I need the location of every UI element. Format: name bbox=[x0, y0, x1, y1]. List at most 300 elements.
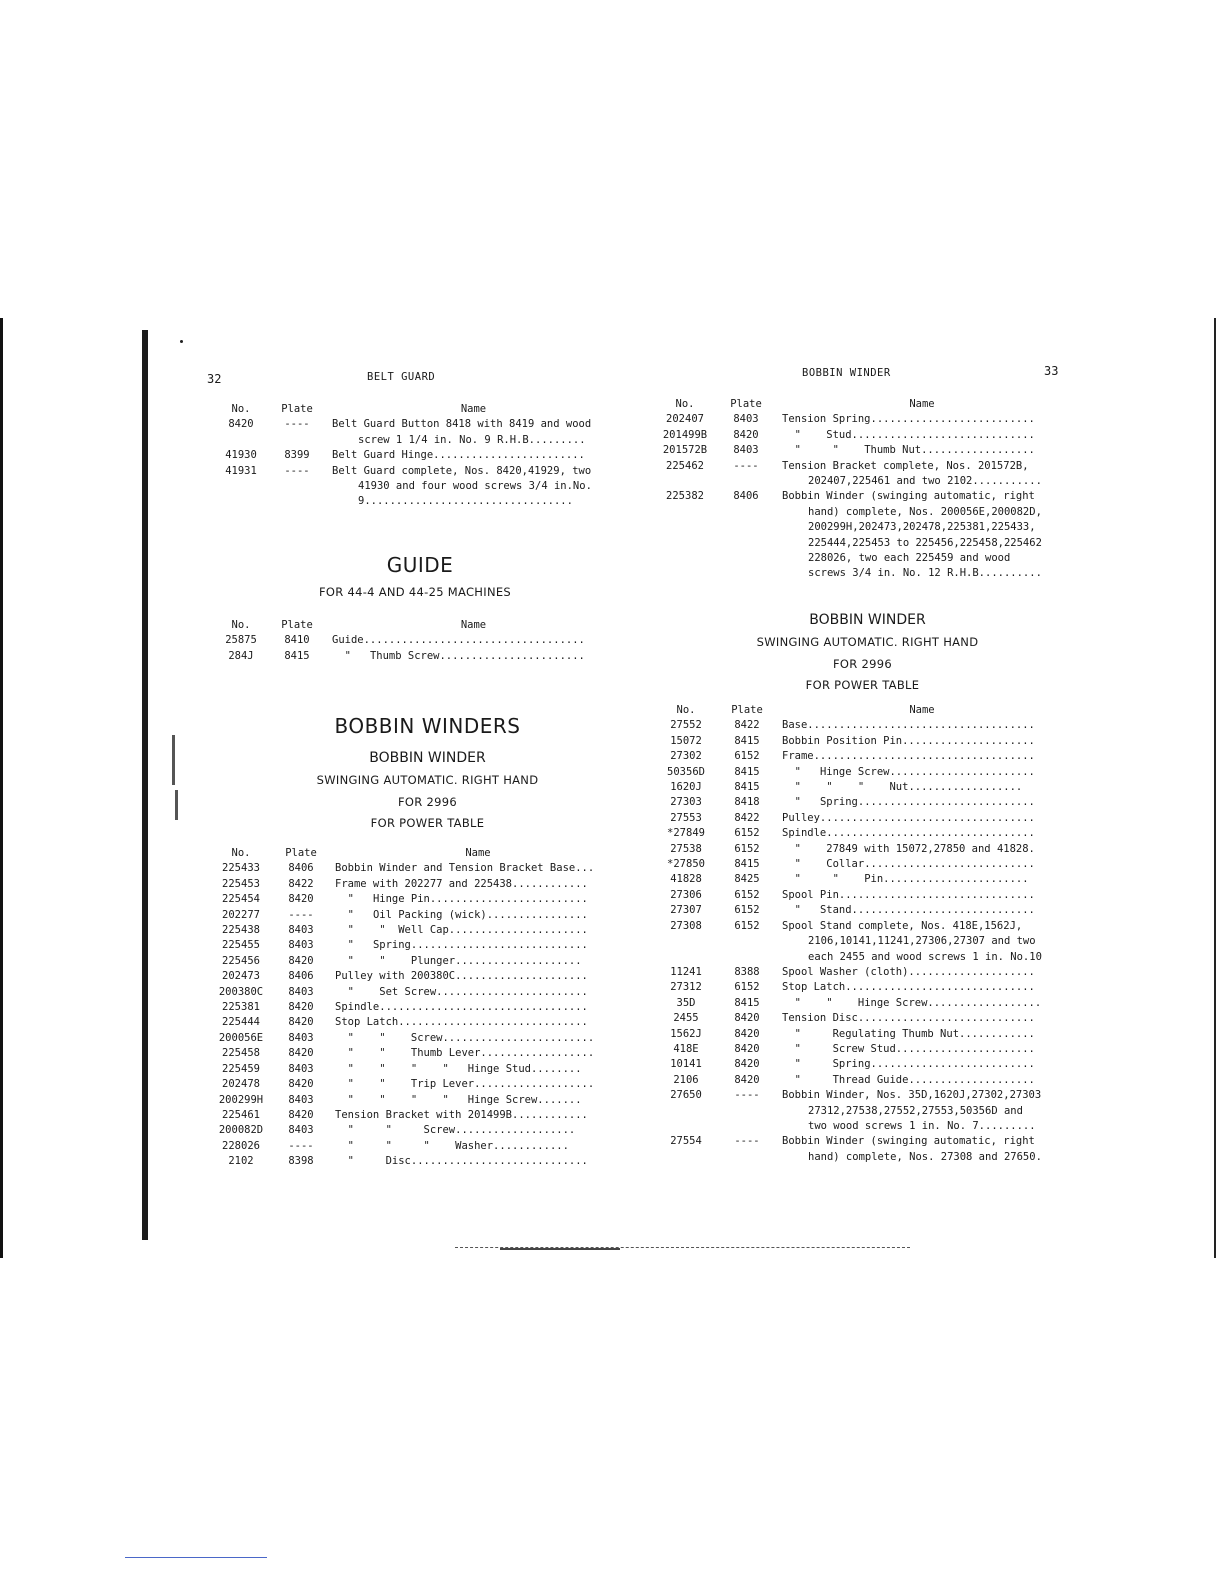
part-name bbox=[335, 938, 621, 953]
part-name bbox=[332, 448, 615, 463]
part-number: 10141 bbox=[670, 1058, 702, 1071]
column-header-name: Name bbox=[465, 847, 491, 859]
part-name-line: each 2455 and wood screws 1 in. No.10 bbox=[808, 950, 1042, 963]
part-name-line: Tension Bracket complete, Nos. 201572B, bbox=[782, 459, 1029, 472]
table-row bbox=[215, 1062, 621, 1077]
part-name bbox=[782, 811, 1062, 826]
column-header-plate: Plate bbox=[285, 847, 317, 859]
part-number: 200380C bbox=[218, 985, 264, 998]
table-row bbox=[220, 417, 615, 448]
table-row bbox=[215, 954, 621, 969]
table-row bbox=[220, 464, 615, 510]
part-name-line: Spool Pin............................... bbox=[782, 888, 1035, 901]
column-header-row bbox=[220, 618, 615, 633]
part-name bbox=[335, 954, 621, 969]
part-number: 225455 bbox=[222, 939, 260, 952]
part-name-line: Belt Guard Hinge........................ bbox=[332, 449, 585, 462]
part-name bbox=[335, 923, 621, 938]
part-name-line: " 27849 with 15072,27850 and 41828. bbox=[782, 842, 1035, 855]
part-number: 284J bbox=[228, 649, 254, 662]
table-row bbox=[660, 1088, 1062, 1134]
part-name-line: Tension Spring.......................... bbox=[782, 413, 1035, 426]
part-number: 27306 bbox=[670, 888, 702, 901]
part-name bbox=[782, 459, 1062, 490]
table-row bbox=[660, 965, 1062, 980]
plate-number: ---- bbox=[288, 908, 314, 921]
table-row bbox=[660, 765, 1062, 780]
table-row bbox=[215, 892, 621, 907]
plate-number: 8415 bbox=[734, 765, 760, 778]
table-row bbox=[660, 903, 1062, 918]
table-row bbox=[215, 1031, 621, 1046]
part-name bbox=[335, 1000, 621, 1015]
plate-number: 8403 bbox=[733, 413, 759, 426]
plate-number: ---- bbox=[733, 459, 759, 472]
table-row bbox=[660, 1057, 1062, 1072]
part-name-line: " Spring............................ bbox=[782, 796, 1035, 809]
plate-number: 8420 bbox=[288, 1001, 314, 1014]
table-row bbox=[215, 969, 621, 984]
plate-number: 8388 bbox=[734, 965, 760, 978]
part-name bbox=[782, 842, 1062, 857]
table-row bbox=[660, 780, 1062, 795]
plate-number: 8420 bbox=[288, 1047, 314, 1060]
part-name-line: Belt Guard complete, Nos. 8420,41929, two bbox=[332, 464, 592, 477]
part-number: *27849 bbox=[667, 827, 705, 840]
table-row bbox=[215, 877, 621, 892]
part-number: 225462 bbox=[666, 459, 704, 472]
part-number: 225454 bbox=[222, 893, 260, 906]
part-name-line: " Stand............................. bbox=[782, 904, 1035, 917]
table-row bbox=[660, 1042, 1062, 1057]
plate-number: ---- bbox=[284, 418, 310, 431]
part-name-line: Pulley.................................. bbox=[782, 811, 1035, 824]
table-row bbox=[215, 1139, 621, 1154]
part-name-line: " " Plunger.................... bbox=[335, 954, 582, 967]
table-row bbox=[660, 443, 1062, 458]
part-number: 27302 bbox=[670, 750, 702, 763]
part-name-line: 27312,27538,27552,27553,50356D and bbox=[808, 1104, 1023, 1117]
binding-shadow bbox=[142, 330, 148, 1240]
plate-number: 8420 bbox=[288, 1078, 314, 1091]
plate-number: 6152 bbox=[734, 888, 760, 901]
part-number: 27308 bbox=[670, 919, 702, 932]
part-number: 225382 bbox=[666, 490, 704, 503]
part-name bbox=[335, 969, 621, 984]
table-row bbox=[215, 938, 621, 953]
table-row bbox=[660, 980, 1062, 995]
page-number-right: 33 bbox=[1044, 364, 1059, 378]
section-title-bobbin-winder: BOBBIN WINDER bbox=[369, 750, 486, 766]
part-name-line: " Stud............................. bbox=[782, 428, 1035, 441]
table-row bbox=[660, 734, 1062, 749]
section-subtitle-power-table: FOR POWER TABLE bbox=[370, 816, 485, 830]
part-name-line: two wood screws 1 in. No. 7......... bbox=[808, 1119, 1036, 1132]
part-number: 1562J bbox=[670, 1027, 702, 1040]
part-name-line: 2106,10141,11241,27306,27307 and two bbox=[808, 935, 1036, 948]
column-header-no: No. bbox=[231, 619, 251, 631]
part-name-line: Bobbin Winder (swinging automatic, right bbox=[782, 1135, 1035, 1148]
table-row bbox=[220, 448, 615, 463]
plate-number: 8403 bbox=[288, 1031, 314, 1044]
part-number: 200082D bbox=[218, 1124, 264, 1137]
part-name bbox=[782, 412, 1062, 427]
part-number: 202277 bbox=[222, 908, 260, 921]
part-name-line: " Regulating Thumb Nut............ bbox=[782, 1027, 1035, 1040]
plate-number: 8403 bbox=[288, 1062, 314, 1075]
part-name-line: " " Pin....................... bbox=[782, 873, 1029, 886]
plate-number: 8420 bbox=[734, 1058, 760, 1071]
part-name bbox=[782, 428, 1062, 443]
part-name bbox=[782, 1011, 1062, 1026]
part-name bbox=[335, 1031, 621, 1046]
part-name bbox=[782, 1073, 1062, 1088]
part-name bbox=[332, 649, 615, 664]
part-name bbox=[782, 1057, 1062, 1072]
part-name-line: " " Thumb Lever.................. bbox=[335, 1047, 595, 1060]
scan-edge bbox=[0, 318, 3, 1258]
part-number: 27553 bbox=[670, 811, 702, 824]
plate-number: ---- bbox=[288, 1139, 314, 1152]
part-name bbox=[335, 1015, 621, 1030]
part-name-line: " Hinge Pin......................... bbox=[335, 893, 588, 906]
column-header-name: Name bbox=[909, 704, 935, 716]
part-name bbox=[782, 1027, 1062, 1042]
part-name-line: Frame with 202277 and 225438............ bbox=[335, 877, 588, 890]
column-header-name: Name bbox=[460, 619, 487, 631]
part-number: 225381 bbox=[222, 1001, 260, 1014]
column-header-name: Name bbox=[909, 398, 935, 410]
running-head-right: BOBBIN WINDER bbox=[802, 367, 891, 379]
part-name-line: Belt Guard Button 8418 with 8419 and wood bbox=[332, 418, 592, 431]
part-name bbox=[332, 464, 615, 510]
part-name bbox=[782, 1042, 1062, 1057]
plate-number: 6152 bbox=[734, 827, 760, 840]
table-row bbox=[215, 1123, 621, 1138]
table-row bbox=[660, 428, 1062, 443]
plate-number: 8406 bbox=[288, 970, 314, 983]
part-name-line: " Collar........................... bbox=[782, 858, 1035, 871]
plate-number: 8406 bbox=[288, 862, 314, 875]
part-name bbox=[332, 633, 615, 648]
part-name-line: 9................................. bbox=[358, 495, 573, 508]
plate-number: 8410 bbox=[284, 634, 310, 647]
part-name-line: " " Screw........................ bbox=[335, 1031, 595, 1044]
part-name bbox=[335, 1108, 621, 1123]
part-number: 27552 bbox=[670, 719, 702, 732]
table-row bbox=[660, 842, 1062, 857]
part-name-line: Pulley with 200380C..................... bbox=[335, 970, 588, 983]
section-subtitle-power-table-right: FOR POWER TABLE bbox=[805, 678, 920, 692]
part-name bbox=[782, 489, 1062, 581]
part-name bbox=[335, 908, 621, 923]
part-name bbox=[335, 985, 621, 1000]
part-name bbox=[782, 888, 1062, 903]
plate-number: 8420 bbox=[734, 1073, 760, 1086]
plate-number: ---- bbox=[284, 464, 310, 477]
part-number: 15072 bbox=[670, 734, 702, 747]
part-number: 8420 bbox=[228, 418, 254, 431]
plate-number: 8420 bbox=[733, 428, 759, 441]
part-number: 201499B bbox=[662, 428, 708, 441]
part-name-line: " " Well Cap...................... bbox=[335, 924, 588, 937]
part-name-line: Tension Bracket with 201499B............ bbox=[335, 1108, 588, 1121]
table-row bbox=[215, 1077, 621, 1092]
part-name-line: " " " " Hinge Screw....... bbox=[335, 1093, 582, 1106]
part-name-line: " " Thumb Nut.................. bbox=[782, 444, 1035, 457]
plate-number: 8420 bbox=[734, 1027, 760, 1040]
plate-number: 8415 bbox=[734, 781, 760, 794]
part-name-line: screw 1 1/4 in. No. 9 R.H.B......... bbox=[358, 433, 586, 446]
part-name-line: 41930 and four wood screws 3/4 in.No. bbox=[358, 480, 592, 493]
column-header-no: No. bbox=[231, 847, 251, 859]
part-name bbox=[335, 1077, 621, 1092]
part-number: 202478 bbox=[222, 1078, 260, 1091]
part-number: 225453 bbox=[222, 877, 260, 890]
part-name-line: Spindle................................. bbox=[782, 827, 1035, 840]
scan-edge bbox=[500, 1248, 620, 1250]
table-row bbox=[660, 811, 1062, 826]
table-row bbox=[215, 1093, 621, 1108]
part-name bbox=[335, 1046, 621, 1061]
column-header-name: Name bbox=[460, 403, 487, 415]
part-name-line: Spool Washer (cloth).................... bbox=[782, 965, 1035, 978]
part-name bbox=[332, 417, 615, 448]
part-name-line: " Thread Guide.................... bbox=[782, 1073, 1035, 1086]
part-name bbox=[782, 903, 1062, 918]
column-header-row bbox=[660, 397, 1062, 412]
plate-number: 6152 bbox=[734, 904, 760, 917]
plate-number: 8403 bbox=[733, 444, 759, 457]
part-name bbox=[782, 1088, 1062, 1134]
plate-number: 6152 bbox=[734, 842, 760, 855]
part-number: 41828 bbox=[670, 873, 702, 886]
section-subtitle-swinging-right: SWINGING AUTOMATIC. RIGHT HAND bbox=[756, 635, 979, 649]
part-name-line: 228026, two each 225459 and wood bbox=[808, 552, 1011, 565]
part-name bbox=[782, 965, 1062, 980]
plate-number: 8403 bbox=[288, 1124, 314, 1137]
plate-number: 8403 bbox=[288, 939, 314, 952]
part-name-line: Stop Latch.............................. bbox=[782, 981, 1035, 994]
plate-number: 8415 bbox=[734, 858, 760, 871]
column-header-plate: Plate bbox=[281, 619, 313, 631]
part-name-line: 202407,225461 and two 2102........... bbox=[808, 475, 1042, 488]
table-row bbox=[660, 919, 1062, 965]
part-name-line: Spool Stand complete, Nos. 418E,1562J, bbox=[782, 919, 1023, 932]
column-header-plate: Plate bbox=[281, 403, 313, 415]
table-row bbox=[660, 718, 1062, 733]
section-subtitle-for-model: FOR 2996 bbox=[398, 795, 457, 809]
part-number: 27650 bbox=[670, 1089, 702, 1102]
part-name bbox=[335, 1062, 621, 1077]
part-number: 202473 bbox=[222, 970, 260, 983]
section-title-bobbin-winder-right: BOBBIN WINDER bbox=[809, 612, 926, 628]
part-name-line: Frame................................... bbox=[782, 750, 1035, 763]
part-number: 225459 bbox=[222, 1062, 260, 1075]
plate-number: 8398 bbox=[288, 1155, 314, 1168]
column-header-no: No. bbox=[675, 398, 695, 410]
part-number: 225461 bbox=[222, 1108, 260, 1121]
plate-number: 8415 bbox=[734, 996, 760, 1009]
part-number: 202407 bbox=[666, 413, 704, 426]
part-number: 50356D bbox=[667, 765, 705, 778]
part-number: 225433 bbox=[222, 862, 260, 875]
section-subtitle-guide: FOR 44-4 AND 44-25 MACHINES bbox=[318, 585, 512, 599]
part-name bbox=[782, 919, 1062, 965]
part-name-line: hand) complete, Nos. 200056E,200082D, bbox=[808, 505, 1042, 518]
table-row bbox=[215, 1108, 621, 1123]
table-row bbox=[660, 826, 1062, 841]
column-header-no: No. bbox=[676, 704, 696, 716]
part-name bbox=[782, 749, 1062, 764]
part-name-line: Spindle................................. bbox=[335, 1001, 588, 1014]
part-name-line: " " " " Hinge Stud........ bbox=[335, 1062, 582, 1075]
plate-number: 8425 bbox=[734, 873, 760, 886]
part-name bbox=[782, 857, 1062, 872]
part-number: 201572B bbox=[662, 444, 708, 457]
bobbin-winder-parts-table bbox=[215, 846, 621, 1170]
part-name bbox=[335, 1123, 621, 1138]
section-title-guide: GUIDE bbox=[386, 553, 454, 577]
part-number: 418E bbox=[673, 1042, 699, 1055]
part-number: 27312 bbox=[670, 981, 702, 994]
part-number: 27307 bbox=[670, 904, 702, 917]
part-name bbox=[782, 765, 1062, 780]
column-header-row bbox=[660, 703, 1062, 718]
table-row bbox=[220, 633, 615, 648]
column-header-no: No. bbox=[231, 403, 251, 415]
part-name bbox=[782, 980, 1062, 995]
table-row bbox=[660, 996, 1062, 1011]
plate-number: ---- bbox=[734, 1089, 760, 1102]
column-header-row bbox=[220, 402, 615, 417]
part-number: 35D bbox=[676, 996, 696, 1009]
part-name-line: Tension Disc............................ bbox=[782, 1012, 1035, 1025]
part-name-line: 200299H,202473,202478,225381,225433, bbox=[808, 521, 1036, 534]
page-number-left: 32 bbox=[207, 372, 222, 386]
part-name-line: " Oil Packing (wick)................ bbox=[335, 908, 588, 921]
plate-number: 8403 bbox=[288, 985, 314, 998]
plate-number: 8420 bbox=[734, 1012, 760, 1025]
plate-number: 6152 bbox=[734, 750, 760, 763]
plate-number: 8420 bbox=[288, 1108, 314, 1121]
table-row bbox=[660, 749, 1062, 764]
part-name bbox=[782, 734, 1062, 749]
part-number: 225456 bbox=[222, 954, 260, 967]
part-name bbox=[335, 1093, 621, 1108]
part-number: 1620J bbox=[670, 781, 702, 794]
part-number: 11241 bbox=[670, 965, 702, 978]
plate-number: 8420 bbox=[734, 1042, 760, 1055]
plate-number: 8415 bbox=[734, 734, 760, 747]
part-name-line: Bobbin Winder, Nos. 35D,1620J,27302,27303 bbox=[782, 1089, 1042, 1102]
table-row bbox=[660, 1134, 1062, 1165]
plate-number: ---- bbox=[734, 1135, 760, 1148]
table-row bbox=[215, 1015, 621, 1030]
part-number: 25875 bbox=[225, 634, 257, 647]
table-row bbox=[220, 649, 615, 664]
part-name bbox=[335, 892, 621, 907]
section-subtitle-for-model-right: FOR 2996 bbox=[833, 657, 892, 671]
plate-number: 8406 bbox=[733, 490, 759, 503]
part-number: *27850 bbox=[667, 858, 705, 871]
scan-speck bbox=[180, 340, 183, 343]
part-number: 225458 bbox=[222, 1047, 260, 1060]
part-name bbox=[335, 861, 621, 876]
part-name bbox=[335, 877, 621, 892]
power-table-parts-table bbox=[660, 703, 1062, 1165]
table-row bbox=[660, 872, 1062, 887]
part-name bbox=[782, 996, 1062, 1011]
part-number: 27554 bbox=[670, 1135, 702, 1148]
part-name bbox=[335, 1139, 621, 1154]
column-header-plate: Plate bbox=[731, 704, 763, 716]
part-name-line: Bobbin Winder (swinging automatic, right bbox=[782, 490, 1035, 503]
plate-number: 8420 bbox=[288, 1016, 314, 1029]
part-name-line: screws 3/4 in. No. 12 R.H.B.......... bbox=[808, 567, 1042, 580]
part-name-line: " " " Washer............ bbox=[335, 1139, 569, 1152]
table-row bbox=[660, 1073, 1062, 1088]
bobbin-winder-parts-continued-table bbox=[660, 397, 1062, 582]
part-number: 2106 bbox=[673, 1073, 699, 1086]
part-number: 200299H bbox=[218, 1093, 264, 1106]
part-name-line: " Disc............................ bbox=[335, 1155, 588, 1168]
table-row bbox=[215, 908, 621, 923]
table-row bbox=[660, 412, 1062, 427]
plate-number: 8415 bbox=[284, 649, 310, 662]
plate-number: 8422 bbox=[734, 719, 760, 732]
part-number: 27303 bbox=[670, 796, 702, 809]
plate-number: 8420 bbox=[288, 893, 314, 906]
part-number: 41930 bbox=[225, 449, 257, 462]
plate-number: 8399 bbox=[284, 449, 310, 462]
part-number: 2102 bbox=[228, 1155, 254, 1168]
section-subtitle-swinging: SWINGING AUTOMATIC. RIGHT HAND bbox=[316, 773, 539, 787]
scan-edge bbox=[1214, 318, 1216, 1258]
part-number: 27538 bbox=[670, 842, 702, 855]
plate-number: 8422 bbox=[734, 811, 760, 824]
part-number: 228026 bbox=[222, 1139, 260, 1152]
part-name-line: " " Trip Lever................... bbox=[335, 1078, 595, 1091]
part-name bbox=[782, 795, 1062, 810]
part-number: 41931 bbox=[225, 464, 257, 477]
plate-number: 6152 bbox=[734, 981, 760, 994]
binding-shadow bbox=[175, 790, 178, 820]
table-row bbox=[660, 1027, 1062, 1042]
section-title-bobbin-winders: BOBBIN WINDERS bbox=[334, 714, 521, 738]
part-name-line: " Set Screw........................ bbox=[335, 985, 588, 998]
plate-number: 8420 bbox=[288, 954, 314, 967]
column-header-plate: Plate bbox=[730, 398, 762, 410]
part-name-line: " Thumb Screw....................... bbox=[332, 649, 585, 662]
part-number: 225438 bbox=[222, 924, 260, 937]
plate-number: 8418 bbox=[734, 796, 760, 809]
part-name-line: " " Screw................... bbox=[335, 1124, 576, 1137]
column-header-row bbox=[215, 846, 621, 861]
part-name bbox=[782, 780, 1062, 795]
part-number: 225444 bbox=[222, 1016, 260, 1029]
table-row bbox=[215, 1154, 621, 1169]
part-name-line: Bobbin Position Pin..................... bbox=[782, 734, 1035, 747]
part-name bbox=[782, 872, 1062, 887]
part-name bbox=[335, 1154, 621, 1169]
plate-number: 6152 bbox=[734, 919, 760, 932]
part-name-line: Stop Latch.............................. bbox=[335, 1016, 588, 1029]
part-name-line: Guide................................... bbox=[332, 634, 585, 647]
part-name-line: " " " Nut.................. bbox=[782, 781, 1023, 794]
part-name-line: hand) complete, Nos. 27308 and 27650. bbox=[808, 1150, 1042, 1163]
part-name-line: " Hinge Screw....................... bbox=[782, 765, 1035, 778]
